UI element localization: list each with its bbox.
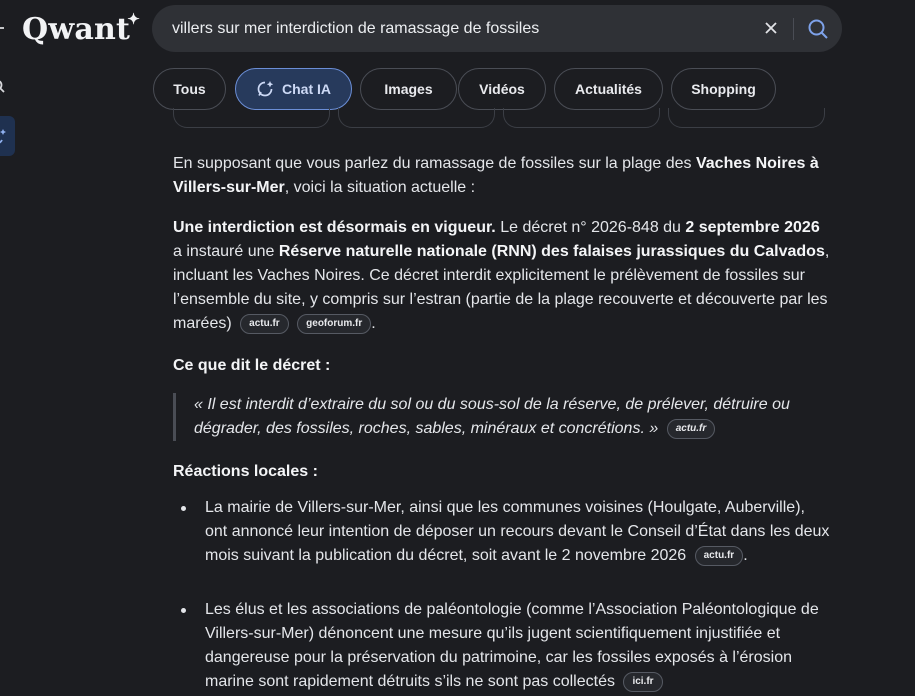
search-bar[interactable] <box>152 5 842 52</box>
tab-videos[interactable]: Vidéos <box>458 68 546 110</box>
source-badge-actu[interactable]: actu.fr <box>240 314 289 334</box>
sidebar-search-icon[interactable] <box>0 80 7 94</box>
decree-heading: Ce que dit le décret : <box>173 357 331 374</box>
qwant-logo[interactable]: Qwant ✦ <box>22 10 141 47</box>
tab-tous[interactable]: Tous <box>153 68 226 110</box>
tab-images[interactable]: Images <box>360 68 457 110</box>
list-item: Les élus et les associations de paléontologie (comme l’Association Paléontologique de Villers-sur-Mer) dénoncent une mesure qu’ils jugent scientifiquement injustifiée et dangereuse pour la préservation du patrimoine, car les fossiles exposés à l’érosion marine sont rapidement détruits s’ils ne sont pas collectés ici.fr <box>205 598 830 694</box>
search-divider <box>793 18 794 40</box>
reactions-heading: Réactions locales : <box>173 463 318 480</box>
scrolled-chip <box>338 108 495 128</box>
bullet-dot <box>181 506 186 511</box>
source-badge-actu[interactable]: actu.fr <box>667 419 716 439</box>
chat-ai-icon <box>256 80 274 98</box>
scrolled-chip <box>503 108 660 128</box>
source-badge-ici[interactable]: ici.fr <box>623 672 662 692</box>
scrolled-chip <box>173 108 330 128</box>
bullet-dot <box>181 608 186 613</box>
answer-intro: En supposant que vous parlez du ramassage de fossiles sur la plage des Vaches Noires à Villers-sur-Mer, voici la situation actuelle : <box>173 155 819 196</box>
scrolled-chip <box>668 108 825 128</box>
clear-icon[interactable] <box>761 18 781 38</box>
search-icon[interactable] <box>807 18 829 40</box>
decree-quote: « Il est interdit d’extraire du sol ou du sous-sol de la réserve, de prélever, détruire ou dégrader, des fossiles, roches, sables, minéraux et concrétions. » actu.fr <box>173 393 813 441</box>
back-arrow-icon[interactable] <box>0 20 6 36</box>
tab-chat-ia[interactable]: Chat IA <box>235 68 352 110</box>
answer-paragraph: Une interdiction est désormais en vigueur. Le décret n° 2026-848 du 2 septembre 2026 a instauré une Réserve naturelle nationale (RNN) des falaises jurassiques du Calvados, incluant les Vaches Noires. Ce décret interdit explicitement le prélèvement de fossiles sur l’ensemble du site, y compris sur l’estran (partie de la plage recouverte et découverte par les marées) actu.fr geoforum.fr . <box>173 219 830 332</box>
list-item: La mairie de Villers-sur-Mer, ainsi que les communes voisines (Houlgate, Auberville), ont annoncé leur intention de déposer un recours devant le Conseil d’État dans les deux mois suivant la publication du décret, soit avant le 2 novembre 2026 actu.fr . <box>205 496 830 568</box>
source-badge-geoforum[interactable]: geoforum.fr <box>297 314 371 334</box>
sidebar-chat-button[interactable] <box>0 116 15 156</box>
source-badge-actu[interactable]: actu.fr <box>695 546 744 566</box>
chat-ai-icon <box>0 128 10 144</box>
tab-actualites[interactable]: Actualités <box>554 68 663 110</box>
search-input[interactable]: villers sur mer interdiction de ramassage de fossiles <box>172 20 540 37</box>
logo-star-icon: ✦ <box>127 10 141 28</box>
tab-shopping[interactable]: Shopping <box>671 68 776 110</box>
